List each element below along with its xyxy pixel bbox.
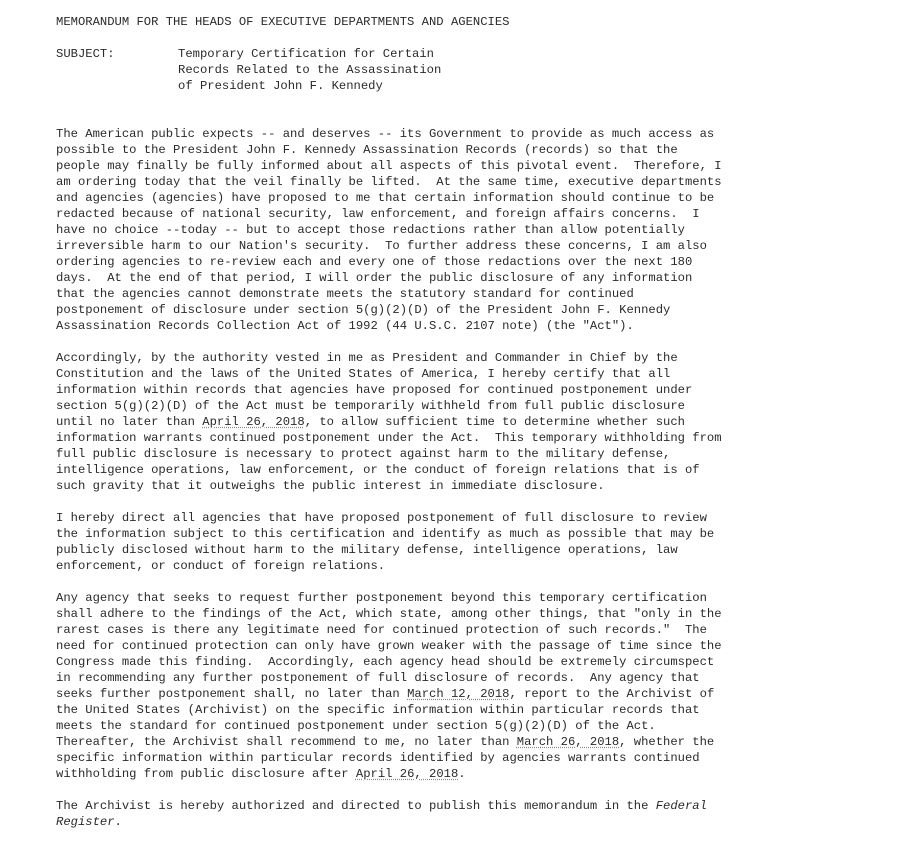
text-line: full public disclosure is necessary to protect against harm to the military defense,: [56, 447, 671, 461]
publication-title: Register: [56, 815, 115, 829]
memorandum-document: [56, 14, 776, 830]
subject-line: Temporary Certification for Certain: [178, 47, 434, 61]
date-link[interactable]: March 26, 2018: [516, 735, 620, 749]
date-link[interactable]: April 26, 2018: [355, 767, 459, 781]
paragraph-further-postponement: [56, 590, 776, 782]
text-line: meets the standard for continued postponement under section 5(g)(2)(D) of the Act.: [56, 719, 656, 733]
text-line: and agencies (agencies) have proposed to me that certain information should continue to be: [56, 191, 715, 205]
text-line: Accordingly, by the authority vested in me as President and Commander in Chief by the: [56, 351, 678, 365]
text-line: people may finally be fully informed about all aspects of this pivotal event. Therefore, I: [56, 159, 722, 173]
text-line: the United States (Archivist) on the specific information within particular records that: [56, 703, 700, 717]
text-line: [56, 798, 776, 814]
text-line: such gravity that it outweighs the public interest in immediate disclosure.: [56, 479, 605, 493]
text-line: redacted because of national security, law enforcement, and foreign affairs concerns. I: [56, 207, 700, 221]
text-fragment: seeks further postponement shall, no later than: [56, 687, 408, 701]
text-fragment: The Archivist is hereby authorized and directed to publish this memorandum in the: [56, 799, 656, 813]
text-line: shall adhere to the findings of the Act, which state, among other things, that "only in the: [56, 607, 722, 621]
text-line: The American public expects -- and deserves -- its Government to provide as much access as: [56, 127, 715, 141]
text-line: information warrants continued postponement under the Act. This temporary withholding from: [56, 431, 722, 445]
text-fragment: , report to the Archivist of: [509, 687, 715, 701]
text-line: possible to the President John F. Kennedy Assassination Records (records) so that the: [56, 143, 678, 157]
paragraph-publication: [56, 798, 776, 830]
text-line: publicly disclosed without harm to the military defense, intelligence operations, law: [56, 543, 678, 557]
text-fragment: , to allow sufficient time to determine whether such: [304, 415, 685, 429]
text-line: need for continued protection can only have grown weaker with the passage of time since the: [56, 639, 722, 653]
paragraph-certification: [56, 350, 776, 494]
paragraph-agency-review: [56, 510, 776, 574]
text-line: section 5(g)(2)(D) of the Act must be temporarily withheld from full public disclosure: [56, 399, 685, 413]
text-line: I hereby direct all agencies that have proposed postponement of full disclosure to review: [56, 511, 707, 525]
text-line: Constitution and the laws of the United States of America, I hereby certify that all: [56, 367, 671, 381]
paragraph-public-access: [56, 126, 776, 334]
text-line: in recommending any further postponement of full disclosure of records. Any agency that: [56, 671, 700, 685]
subject-block: [56, 46, 776, 94]
text-line: Assassination Records Collection Act of 1992 (44 U.S.C. 2107 note) (the "Act").: [56, 319, 634, 333]
text-fragment: .: [458, 767, 466, 781]
subject-line: of President John F. Kennedy: [178, 79, 383, 93]
subject-label: SUBJECT:: [56, 47, 115, 61]
text-line: Any agency that seeks to request further postponement beyond this temporary certification: [56, 591, 707, 605]
memo-heading: MEMORANDUM FOR THE HEADS OF EXECUTIVE DEPARTMENTS AND AGENCIES: [56, 15, 510, 29]
text-line: have no choice --today -- but to accept those redactions rather than allow potentially: [56, 223, 685, 237]
text-line: ordering agencies to re-review each and every one of those redactions over the next 180: [56, 255, 693, 269]
date-link[interactable]: March 12, 2018: [407, 687, 510, 701]
subject-text: [178, 46, 441, 94]
text-line: irreversible harm to our Nation's security. To further address these concerns, I am also: [56, 239, 707, 253]
text-fragment: until no later than: [56, 415, 203, 429]
text-fragment: .: [114, 815, 122, 829]
text-line: [56, 766, 776, 782]
text-fragment: Thereafter, the Archivist shall recommend to me, no later than: [56, 735, 517, 749]
date-link[interactable]: April 26, 2018: [202, 415, 305, 429]
text-line: [56, 734, 776, 750]
text-line: information within records that agencies have proposed for continued postponement under: [56, 383, 693, 397]
text-line: postponement of disclosure under section 5(g)(2)(D) of the President John F. Kennedy: [56, 303, 671, 317]
text-fragment: , whether the: [619, 735, 715, 749]
text-line: [56, 414, 776, 430]
text-line: Congress made this finding. Accordingly, each agency head should be extremely circumspect: [56, 655, 715, 669]
text-line: rarest cases is there any legitimate need for continued protection of such records." The: [56, 623, 707, 637]
text-line: am ordering today that the veil finally be lifted. At the same time, executive departments: [56, 175, 722, 189]
text-line: specific information within particular records identified by agencies warrants continued: [56, 751, 700, 765]
text-line: that the agencies cannot demonstrate meets the statutory standard for continued: [56, 287, 634, 301]
text-line: days. At the end of that period, I will order the public disclosure of any information: [56, 271, 693, 285]
text-line: enforcement, or conduct of foreign relations.: [56, 559, 386, 573]
text-fragment: withholding from public disclosure after: [56, 767, 356, 781]
subject-line: Records Related to the Assassination: [178, 63, 442, 77]
text-line: [56, 814, 776, 830]
text-line: intelligence operations, law enforcement, or the conduct of foreign relations that is of: [56, 463, 700, 477]
text-line: [56, 686, 776, 702]
text-line: the information subject to this certification and identify as much as possible that may be: [56, 527, 715, 541]
publication-title: Federal: [655, 799, 707, 813]
